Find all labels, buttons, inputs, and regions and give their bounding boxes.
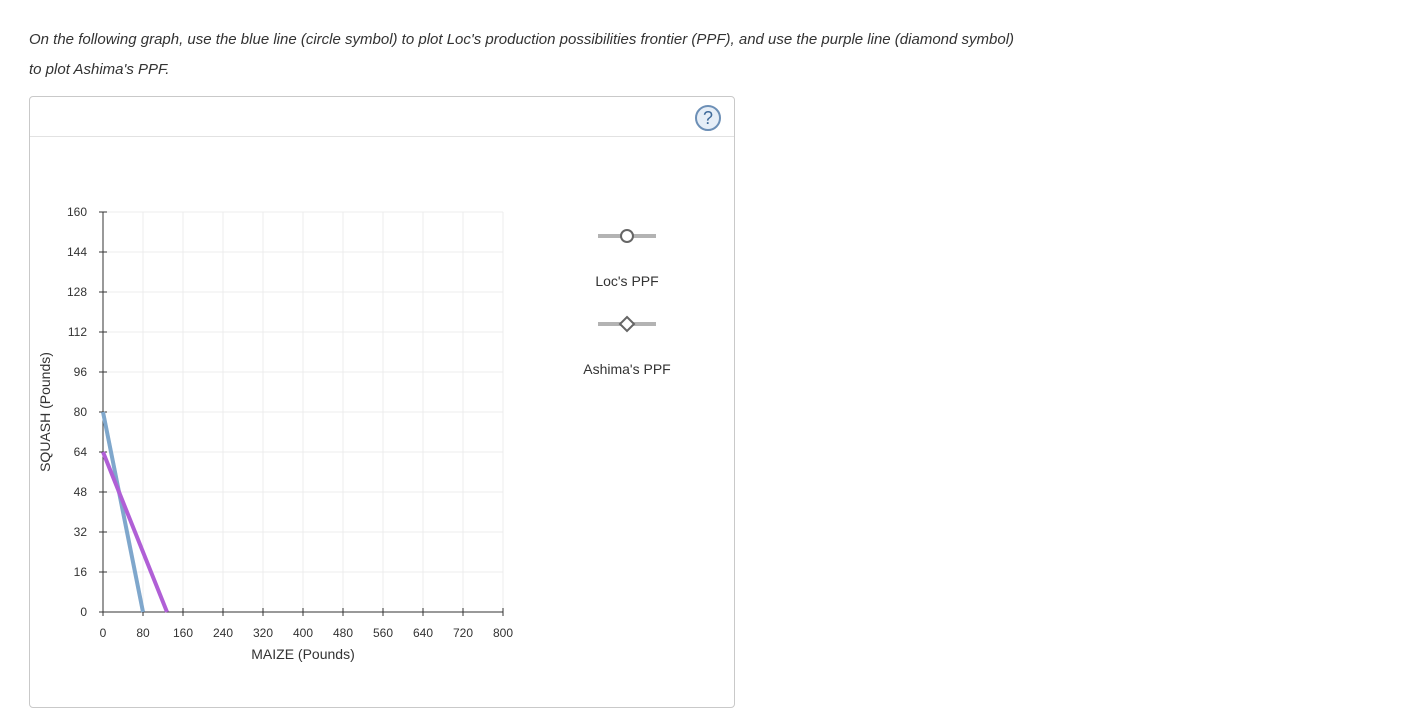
- y-tick-label-80: 80: [73, 405, 87, 419]
- x-tick-label-240: 240: [212, 626, 234, 640]
- y-tick-label-48: 48: [73, 485, 87, 499]
- y-tick-label-128: 128: [66, 285, 87, 299]
- instructions-text: [29, 25, 1209, 85]
- x-tick-label-320: 320: [252, 626, 274, 640]
- x-tick-label-560: 560: [372, 626, 394, 640]
- legend-diamond-marker[interactable]: [620, 317, 634, 331]
- y-tick-label-32: 32: [73, 525, 87, 539]
- x-tick-label-480: 480: [332, 626, 354, 640]
- help-button[interactable]: ?: [695, 105, 721, 131]
- y-tick-label-64: 64: [73, 445, 87, 459]
- x-tick-label-0: 0: [99, 626, 107, 640]
- series-line-loc[interactable]: [103, 412, 143, 612]
- y-tick-label-96: 96: [73, 365, 87, 379]
- y-tick-label-144: 144: [66, 245, 87, 259]
- instructions-line-2: to plot Ashima's PPF.: [29, 61, 170, 78]
- x-axis-title: MAIZE (Pounds): [251, 646, 355, 662]
- y-tick-label-112: 112: [67, 325, 87, 339]
- x-tick-label-400: 400: [292, 626, 314, 640]
- legend-circle-marker[interactable]: [621, 230, 633, 242]
- x-tick-label-640: 640: [412, 626, 434, 640]
- legend-label-loc: Loc's PPF: [595, 273, 659, 289]
- x-tick-label-800: 800: [492, 626, 514, 640]
- x-tick-label-160: 160: [172, 626, 194, 640]
- ppf-chart[interactable]: [30, 97, 734, 707]
- y-tick-label-0: 0: [80, 605, 87, 619]
- x-tick-label-720: 720: [452, 626, 474, 640]
- y-axis-title: SQUASH (Pounds): [37, 352, 53, 472]
- y-tick-label-160: 160: [66, 205, 87, 219]
- legend-label-ashima: Ashima's PPF: [583, 361, 671, 377]
- instructions-line-1: On the following graph, use the blue line (circle symbol) to plot Loc's production possibilities frontier (PPF), and use the purple line (diamond symbol): [29, 31, 1015, 48]
- x-tick-label-80: 80: [136, 626, 150, 640]
- graph-panel: [29, 96, 735, 708]
- y-tick-label-16: 16: [73, 565, 87, 579]
